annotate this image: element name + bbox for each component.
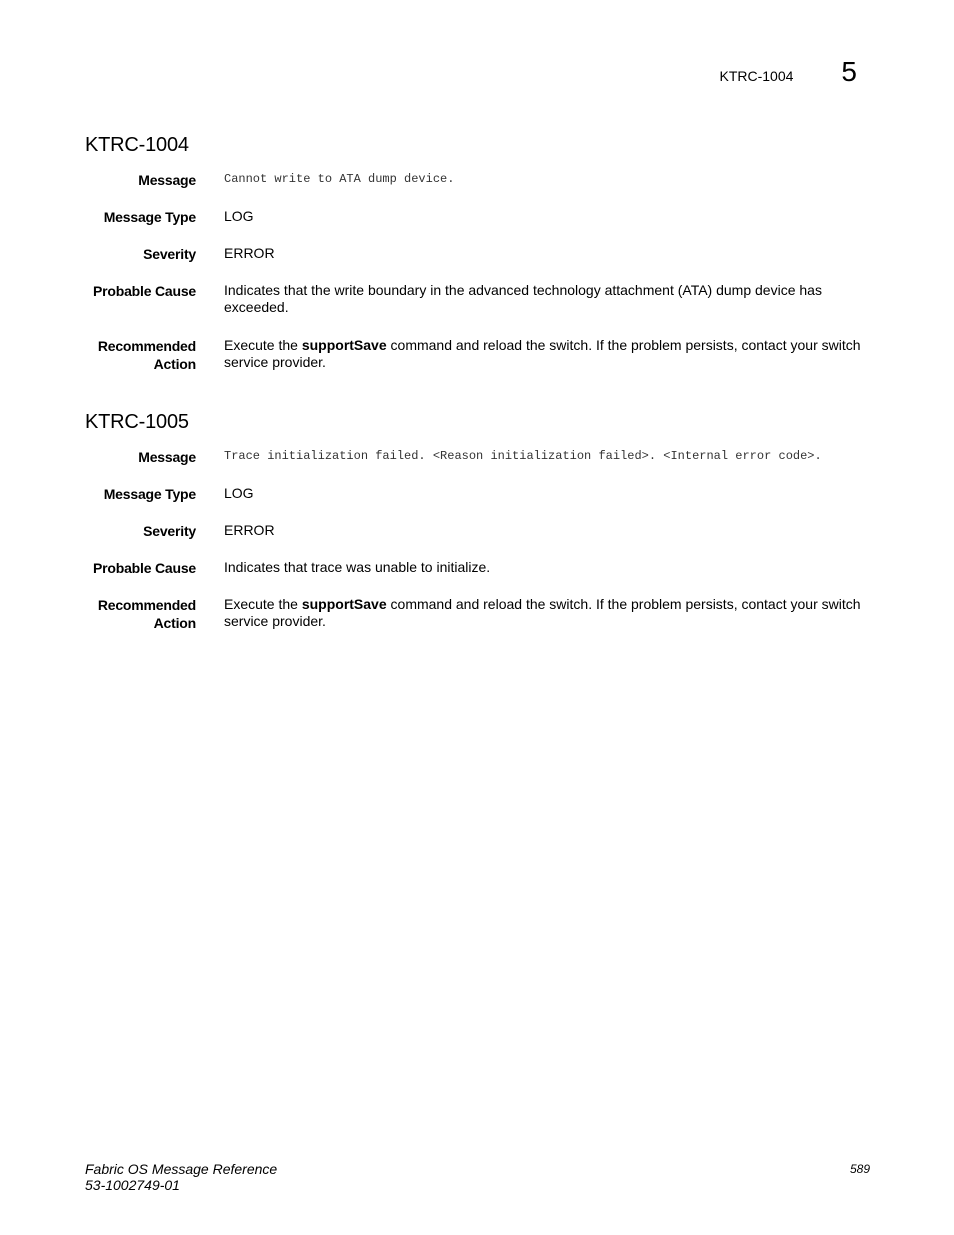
severity-label: Severity <box>143 523 196 539</box>
footer-doc-info <box>85 1161 277 1193</box>
recommended-action-value <box>224 596 875 630</box>
probable-cause-row <box>85 282 875 316</box>
recommended-action-text-post: command and reload the switch. If the problem persists, contact your switch service provider. <box>224 596 861 629</box>
footer-doc-title: Fabric OS Message Reference <box>85 1161 278 1177</box>
recommended-action-row <box>85 596 875 632</box>
recommended-action-command: supportSave <box>301 596 387 612</box>
message-section-ktrc-1004 <box>85 134 875 392</box>
recommended-action-text-pre: Execute the <box>224 337 302 353</box>
severity-row <box>85 522 875 540</box>
probable-cause-value: Indicates that trace was unable to initialize. <box>224 559 491 575</box>
footer-page-number: 589 <box>849 1162 870 1176</box>
message-label: Message <box>138 172 196 188</box>
message-row <box>85 171 875 189</box>
running-header-id: KTRC-1004 <box>719 68 794 84</box>
probable-cause-value: Indicates that the write boundary in the advanced technology attachment (ATA) dump device has exceeded. <box>224 282 822 315</box>
recommended-action-label-line1: Recommended <box>97 338 196 354</box>
message-type-row <box>85 208 875 226</box>
message-text: Trace initialization failed. <Reason initialization failed>. <Internal error code>. <box>224 449 822 463</box>
probable-cause-label: Probable Cause <box>92 283 196 299</box>
recommended-action-label-line2: Action <box>153 356 196 372</box>
recommended-action-label <box>85 337 196 373</box>
recommended-action-label-line2: Action <box>153 615 196 631</box>
severity-row <box>85 245 875 263</box>
message-type-label: Message Type <box>103 209 196 225</box>
probable-cause-label: Probable Cause <box>92 560 196 576</box>
severity-value: ERROR <box>224 522 275 538</box>
message-type-value: LOG <box>224 208 254 224</box>
recommended-action-row <box>85 337 875 373</box>
message-row <box>85 448 875 466</box>
message-text: Cannot write to ATA dump device. <box>224 172 455 186</box>
severity-label: Severity <box>143 246 196 262</box>
recommended-action-text-pre: Execute the <box>224 596 302 612</box>
footer-doc-number: 53-1002749-01 <box>85 1177 180 1193</box>
chapter-number: 5 <box>841 56 857 87</box>
recommended-action-label <box>85 596 196 632</box>
recommended-action-text-post: command and reload the switch. If the problem persists, contact your switch service provider. <box>224 337 861 370</box>
message-type-label: Message Type <box>103 486 196 502</box>
recommended-action-command: supportSave <box>301 337 387 353</box>
recommended-action-value <box>224 337 875 371</box>
severity-value: ERROR <box>224 245 275 261</box>
running-header <box>720 56 858 88</box>
section-title: KTRC-1004 <box>85 134 189 156</box>
probable-cause-row <box>85 559 875 577</box>
message-type-row <box>85 485 875 503</box>
section-title: KTRC-1005 <box>85 411 189 433</box>
message-type-value: LOG <box>224 485 254 501</box>
message-label: Message <box>138 449 196 465</box>
message-section-ktrc-1005 <box>85 411 875 651</box>
recommended-action-label-line1: Recommended <box>97 597 196 613</box>
